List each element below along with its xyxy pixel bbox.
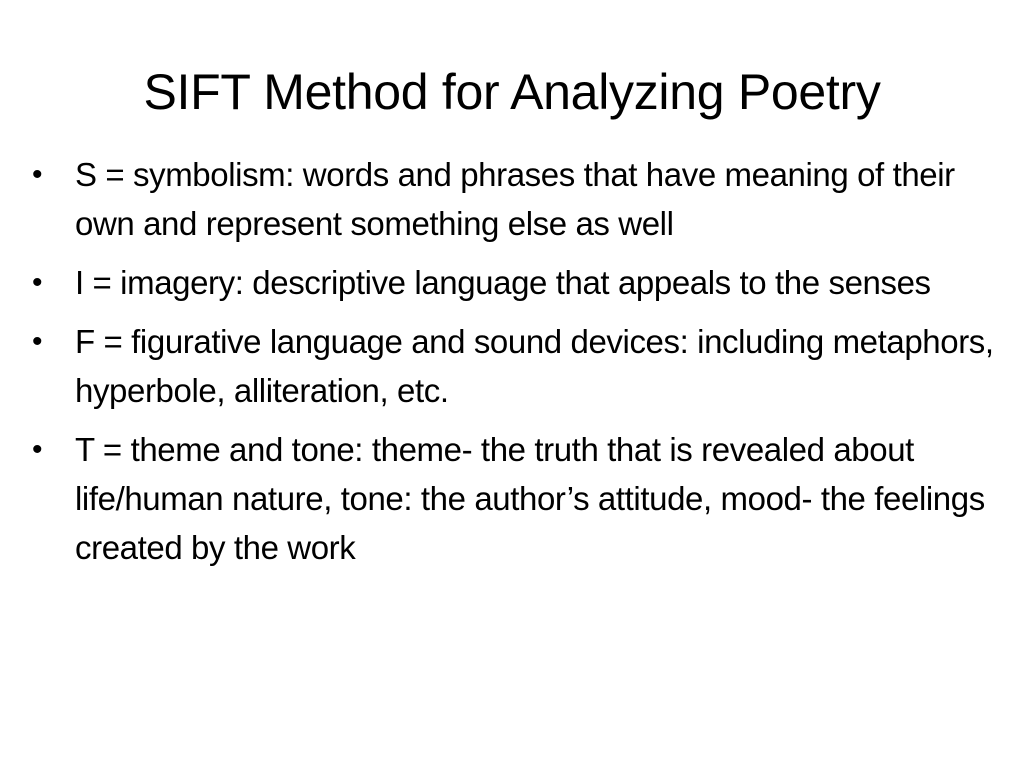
bullet-icon: • [32,266,43,299]
bullet-item-figurative-language [30,317,995,415]
bullet-text: F = figurative language and sound devices: including metaphors, hyperbole, alliteration, etc. [75,323,994,409]
bullet-icon: • [32,433,43,466]
bullet-icon: • [32,325,43,358]
bullet-list [30,150,995,582]
bullet-item-theme-tone [30,425,995,572]
bullet-text: T = theme and tone: theme- the truth that is revealed about life/human nature, tone: the author’s attitude, mood- the feelings created by the work [75,431,985,566]
bullet-text: I = imagery: descriptive language that appeals to the senses [75,264,931,301]
bullet-icon: • [32,158,43,191]
bullet-item-imagery [30,258,995,307]
bullet-item-symbolism [30,150,995,248]
bullet-text: S = symbolism: words and phrases that have meaning of their own and represent something else as well [75,156,955,242]
slide-title: SIFT Method for Analyzing Poetry [143,64,881,120]
